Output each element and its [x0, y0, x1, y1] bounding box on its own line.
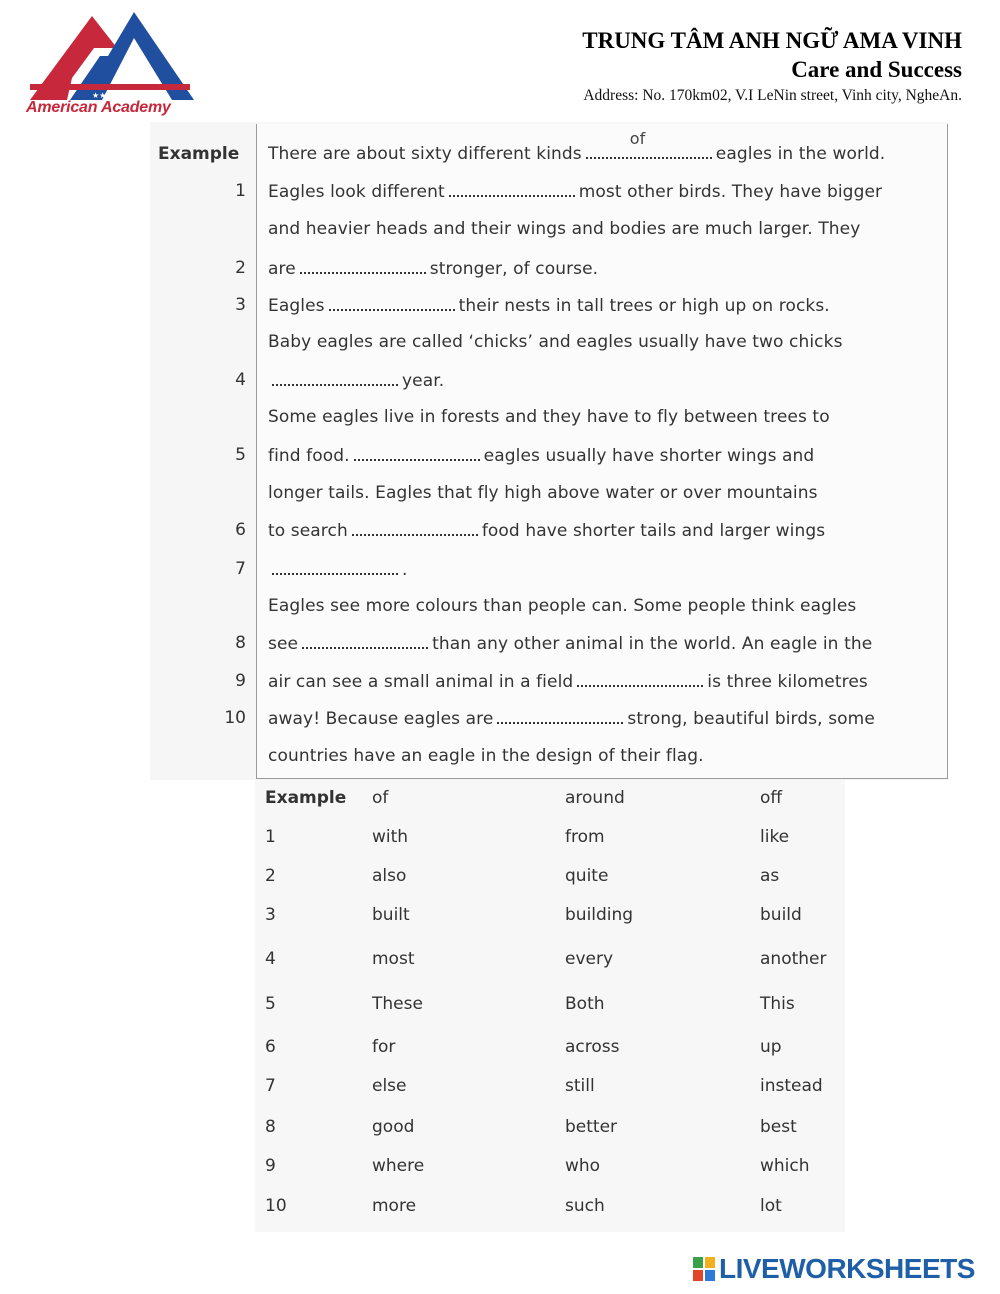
- example-blank: [586, 129, 712, 159]
- passage-line: [268, 332, 843, 352]
- passage-line: [268, 671, 868, 692]
- option-row-label: Example: [265, 788, 347, 808]
- option-row: [265, 905, 865, 935]
- passage-text-before: Baby eagles are called ‘chicks’ and eagles usually have two chicks: [268, 332, 843, 352]
- option-choice-a: built: [372, 905, 410, 925]
- liveworksheets-brand: [693, 1253, 975, 1285]
- passage-text-before: and heavier heads and their wings and bodies are much larger. They: [268, 219, 861, 239]
- center-header: [582, 26, 962, 108]
- question-number: 2: [235, 258, 246, 278]
- answer-blank-7[interactable]: [272, 559, 398, 575]
- question-number: 7: [235, 559, 246, 579]
- option-choice-a: most: [372, 949, 415, 969]
- option-choice-b: still: [565, 1076, 595, 1096]
- option-row: [265, 1037, 865, 1067]
- option-choice-a: where: [372, 1156, 425, 1176]
- option-choice-a: good: [372, 1117, 415, 1137]
- option-row-label: 7: [265, 1076, 276, 1096]
- option-choice-a: for: [372, 1037, 396, 1057]
- option-choice-a: of: [372, 788, 389, 808]
- passage-line: [268, 295, 830, 316]
- question-number: 9: [235, 671, 246, 691]
- passage-text-before: away! Because eagles are: [268, 709, 494, 729]
- option-row: [265, 994, 865, 1024]
- question-number: 3: [235, 295, 246, 315]
- option-choice-c: lot: [760, 1196, 782, 1216]
- option-choice-b: better: [565, 1117, 618, 1137]
- option-choice-b: who: [565, 1156, 601, 1176]
- question-number: 5: [235, 445, 246, 465]
- option-choice-c: up: [760, 1037, 782, 1057]
- example-label: Example: [158, 144, 240, 164]
- option-choice-c: off: [760, 788, 783, 808]
- passage-text-before: see: [268, 634, 299, 654]
- passage-text-before: Eagles look different: [268, 182, 445, 202]
- passage-line: [268, 708, 875, 729]
- answer-blank-9[interactable]: [577, 671, 703, 687]
- passage-line: [268, 520, 825, 541]
- passage-text-before: find food.: [268, 446, 350, 466]
- answer-blank-10[interactable]: [497, 708, 623, 724]
- answer-blank-3[interactable]: [329, 295, 455, 311]
- passage-line: [268, 219, 860, 239]
- passage-line: [268, 746, 704, 766]
- option-choice-a: more: [372, 1196, 417, 1216]
- passage-line: [268, 483, 818, 503]
- option-choice-a: else: [372, 1076, 407, 1096]
- option-choice-c: best: [760, 1117, 797, 1137]
- option-choice-a: These: [372, 994, 423, 1014]
- liveworksheets-text: LIVEWORKSHEETS: [719, 1253, 975, 1284]
- option-choice-b: building: [565, 905, 634, 925]
- question-number: 10: [224, 708, 246, 728]
- passage-text-after: is three kilometres: [707, 672, 868, 692]
- option-row-label: 8: [265, 1117, 276, 1137]
- option-row: [265, 1196, 865, 1226]
- passage-text-before: Eagles: [268, 296, 325, 316]
- question-number: 6: [235, 520, 246, 540]
- passage-text-before: are: [268, 259, 296, 279]
- svg-text:★★★★★: ★★★★★: [92, 91, 128, 100]
- passage-text-before: There are about sixty different kinds: [268, 144, 582, 164]
- option-choice-c: like: [760, 827, 790, 847]
- passage-text-after: strong, beautiful birds, some: [627, 709, 875, 729]
- passage-line: [268, 181, 882, 202]
- option-row-label: 5: [265, 994, 276, 1014]
- option-choice-b: around: [565, 788, 625, 808]
- answer-blank-2[interactable]: [300, 258, 426, 274]
- question-number: 8: [235, 633, 246, 653]
- passage-text-after: year.: [402, 371, 445, 391]
- logo-text: American Academy: [26, 99, 171, 116]
- passage-line: [268, 596, 856, 616]
- passage-text-after: stronger, of course.: [429, 259, 599, 279]
- option-row-label: 3: [265, 905, 276, 925]
- answer-blank-6[interactable]: [352, 520, 478, 536]
- passage-text-after: food have shorter tails and larger wings: [481, 521, 826, 541]
- passage-text-after: most other birds. They have bigger: [578, 182, 883, 202]
- option-choice-c: which: [760, 1156, 810, 1176]
- option-choice-a: with: [372, 827, 409, 847]
- option-row-label: 4: [265, 949, 276, 969]
- option-choice-b: quite: [565, 866, 609, 886]
- option-row: [265, 1117, 865, 1147]
- passage-text-before: air can see a small animal in a field: [268, 672, 574, 692]
- option-choice-b: such: [565, 1196, 605, 1216]
- passage-text-before: Some eagles live in forests and they have to fly between trees to: [268, 407, 830, 427]
- option-row: [265, 1156, 865, 1186]
- option-row: [265, 1076, 865, 1106]
- answer-blank-8[interactable]: [302, 633, 428, 649]
- question-number: 1: [235, 181, 246, 201]
- passage-text-before: longer tails. Eagles that fly high above water or over mountains: [268, 483, 818, 503]
- question-number: 4: [235, 370, 246, 390]
- option-row: [265, 788, 865, 818]
- passage-line: [268, 445, 814, 466]
- option-choice-b: from: [565, 827, 605, 847]
- option-choice-c: build: [760, 905, 802, 925]
- option-row-label: 9: [265, 1156, 276, 1176]
- passage-line: [268, 370, 444, 391]
- option-choice-c: as: [760, 866, 780, 886]
- option-row: [265, 949, 865, 979]
- passage-text-after: eagles usually have shorter wings and: [483, 446, 815, 466]
- option-row: [265, 866, 865, 896]
- option-row-label: 1: [265, 827, 276, 847]
- answer-blank-4[interactable]: [272, 370, 398, 386]
- option-row-label: 2: [265, 866, 276, 886]
- option-row-label: 10: [265, 1196, 287, 1216]
- option-choice-c: another: [760, 949, 827, 969]
- option-choice-b: every: [565, 949, 614, 969]
- option-choice-c: This: [760, 994, 795, 1014]
- passage-text-before: countries have an eagle in the design of their flag.: [268, 746, 704, 766]
- option-choice-b: Both: [565, 994, 605, 1014]
- option-choice-c: instead: [760, 1076, 823, 1096]
- liveworksheets-icon: [693, 1257, 715, 1281]
- passage-line: [268, 559, 408, 580]
- passage-line: [268, 633, 872, 654]
- passage-text-before: Eagles see more colours than people can. Some people think eagles: [268, 596, 857, 616]
- passage-text-after: their nests in tall trees or high up on rocks.: [458, 296, 830, 316]
- option-choice-b: across: [565, 1037, 620, 1057]
- passage-text-before: to search: [268, 521, 348, 541]
- center-slogan: Care and Success: [791, 57, 962, 82]
- answer-blank-5[interactable]: [354, 445, 480, 461]
- passage-text-after: .: [402, 560, 408, 580]
- center-title: TRUNG TÂM ANH NGỮ AMA VINH: [582, 28, 962, 53]
- center-address: Address: No. 170km02, V.I LeNin street, Vinh city, NgheAn.: [583, 87, 962, 104]
- option-row: [265, 827, 865, 857]
- option-choice-a: also: [372, 866, 407, 886]
- passage-line: [268, 129, 886, 164]
- answer-blank-1[interactable]: [449, 181, 575, 197]
- passage-line: [268, 407, 830, 427]
- example-answer: of: [629, 129, 646, 148]
- passage-text-after: eagles in the world.: [715, 144, 886, 164]
- passage-text-after: than any other animal in the world. An eagle in the: [432, 634, 873, 654]
- passage-line: [268, 258, 598, 279]
- option-row-label: 6: [265, 1037, 276, 1057]
